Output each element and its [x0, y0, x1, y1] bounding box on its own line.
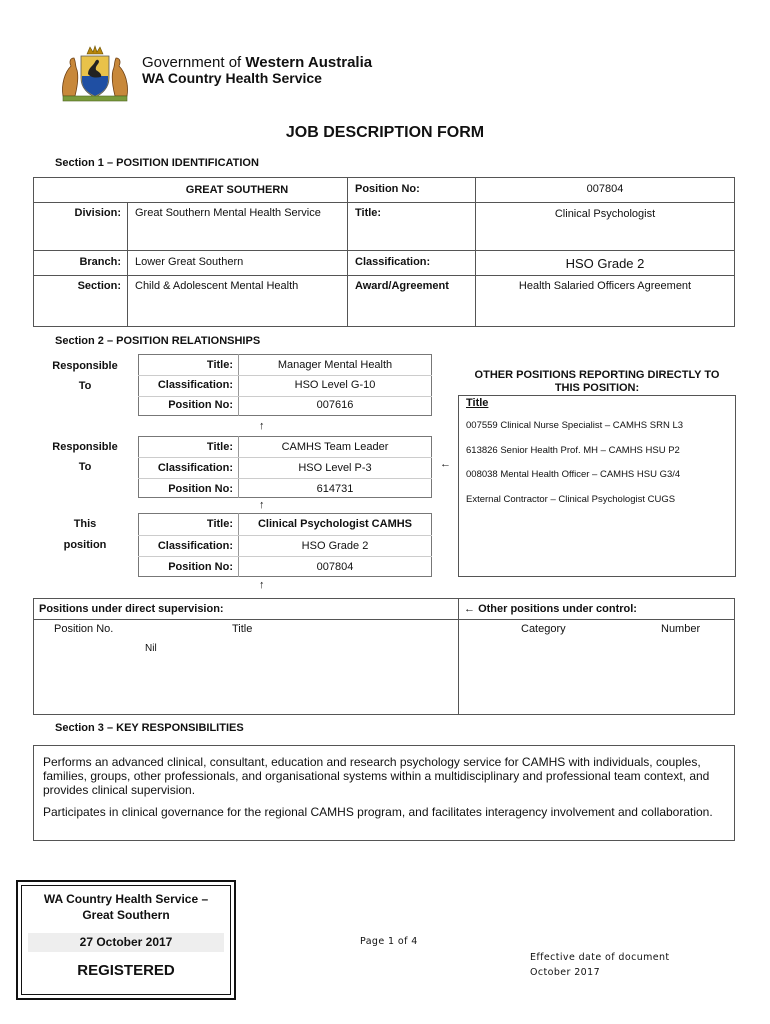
position-label: position [63, 539, 107, 551]
l1-position-no-label: Position No: [168, 399, 233, 411]
classification-value: HSO Grade 2 [565, 256, 645, 271]
l2-position-no-value: 614731 [316, 483, 354, 495]
branch-label: Branch: [79, 256, 121, 268]
arrow-left-icon: ← [440, 458, 451, 470]
l1-classification-value: HSO Level G-10 [294, 379, 376, 391]
other-positions-heading-line2: THIS POSITION: [554, 382, 640, 394]
col-number: Number [661, 623, 701, 635]
award-value: Health Salaried Officers Agreement [518, 280, 692, 292]
l2-position-no-label: Position No: [168, 483, 233, 495]
to-label-1: To [78, 380, 92, 392]
section2-heading: Section 2 – POSITION RELATIONSHIPS [55, 335, 261, 347]
l1-title-label: Title: [206, 359, 233, 371]
stamp-date: 27 October 2017 [28, 933, 224, 952]
section-value: Child & Adolescent Mental Health [135, 280, 299, 292]
nil-value: Nil [145, 643, 157, 654]
other-position-item: 007559 Clinical Nurse Specialist – CAMHS SRN L3 [466, 420, 684, 431]
l1-classification-label: Classification: [157, 379, 233, 391]
this-label: This [73, 518, 97, 530]
responsible-label-1: Responsible [52, 360, 118, 372]
position-no-value: 007804 [586, 183, 624, 195]
division-label: Division: [74, 207, 121, 219]
title-label: Title: [355, 207, 382, 219]
page-number: Page 1 of 4 [360, 936, 418, 947]
branch-value: Lower Great Southern [135, 256, 244, 268]
position-identification-table [33, 177, 735, 327]
title-value: Clinical Psychologist [554, 208, 656, 220]
l1-position-no-value: 007616 [316, 399, 354, 411]
region-name: GREAT SOUTHERN [185, 184, 289, 196]
col-position-no: Position No. [54, 623, 114, 635]
classification-label: Classification: [355, 256, 431, 268]
org-name-line2: WA Country Health Service [142, 70, 322, 86]
responsibility-paragraph-1: Performs an advanced clinical, consultant, education and research psychology service for CAMHS with individuals, couples, families, groups, other professionals, and organisational systems within a multidisciplinary and professional team context, and provides clinical supervision. [43, 755, 710, 797]
stamp-line1: WA Country Health Service – [43, 892, 209, 906]
org-name-western-australia: Western Australia [245, 54, 373, 71]
wa-coat-of-arms-logo [55, 44, 135, 104]
l2-title-label: Title: [206, 441, 233, 453]
org-name-line1 [142, 54, 372, 71]
form-title: JOB DESCRIPTION FORM [285, 124, 485, 141]
arrow-up-icon: ↑ [259, 499, 265, 511]
l3-classification-label: Classification: [157, 540, 233, 552]
control-heading-row [464, 603, 637, 616]
division-value: Great Southern Mental Health Service [135, 207, 321, 219]
control-heading: Other positions under control: [478, 603, 637, 615]
arrow-up-icon: ↑ [259, 420, 265, 432]
responsible-label-2: Responsible [52, 441, 118, 453]
responsibility-paragraph-2: Participates in clinical governance for the regional CAMHS program, and facilitates interagency involvement and collaboration. [43, 805, 713, 819]
effective-date-label: Effective date of document [530, 952, 670, 963]
other-positions-heading [458, 369, 736, 395]
arrow-left-icon: ← [464, 603, 475, 615]
effective-date-value: October 2017 [530, 967, 601, 978]
l3-position-no-label: Position No: [168, 561, 233, 573]
section-label: Section: [77, 280, 121, 292]
other-positions-heading-line1: OTHER POSITIONS REPORTING DIRECTLY TO [474, 369, 720, 381]
l3-classification-value: HSO Grade 2 [301, 540, 369, 552]
section1-heading: Section 1 – POSITION IDENTIFICATION [55, 157, 259, 169]
other-position-item: 008038 Mental Health Officer – CAMHS HSU G3/4 [466, 469, 681, 480]
stamp-status: REGISTERED [77, 962, 175, 979]
section3-heading: Section 3 – KEY RESPONSIBILITIES [55, 722, 244, 734]
l2-classification-value: HSO Level P-3 [298, 462, 372, 474]
to-label-2: To [78, 461, 92, 473]
col-title: Title [232, 623, 253, 635]
l3-position-no-value: 007804 [316, 561, 354, 573]
other-position-item: 613826 Senior Health Prof. MH – CAMHS HSU P2 [466, 445, 680, 456]
l3-title-label: Title: [206, 518, 233, 530]
other-position-item: External Contractor – Clinical Psychologist CUGS [466, 494, 676, 505]
l3-title-value: Clinical Psychologist CAMHS [257, 518, 413, 530]
l1-title-value: Manager Mental Health [277, 359, 393, 371]
supervision-heading: Positions under direct supervision: [39, 603, 224, 615]
l2-classification-label: Classification: [157, 462, 233, 474]
l2-title-value: CAMHS Team Leader [281, 441, 389, 453]
stamp-line2: Great Southern [82, 908, 170, 922]
position-no-label: Position No: [355, 183, 420, 195]
org-name-government: Government of [142, 54, 246, 71]
other-positions-title-col: Title [466, 397, 489, 409]
col-category: Category [521, 623, 566, 635]
arrow-up-icon: ↑ [259, 579, 265, 591]
award-label: Award/Agreement [355, 280, 449, 292]
